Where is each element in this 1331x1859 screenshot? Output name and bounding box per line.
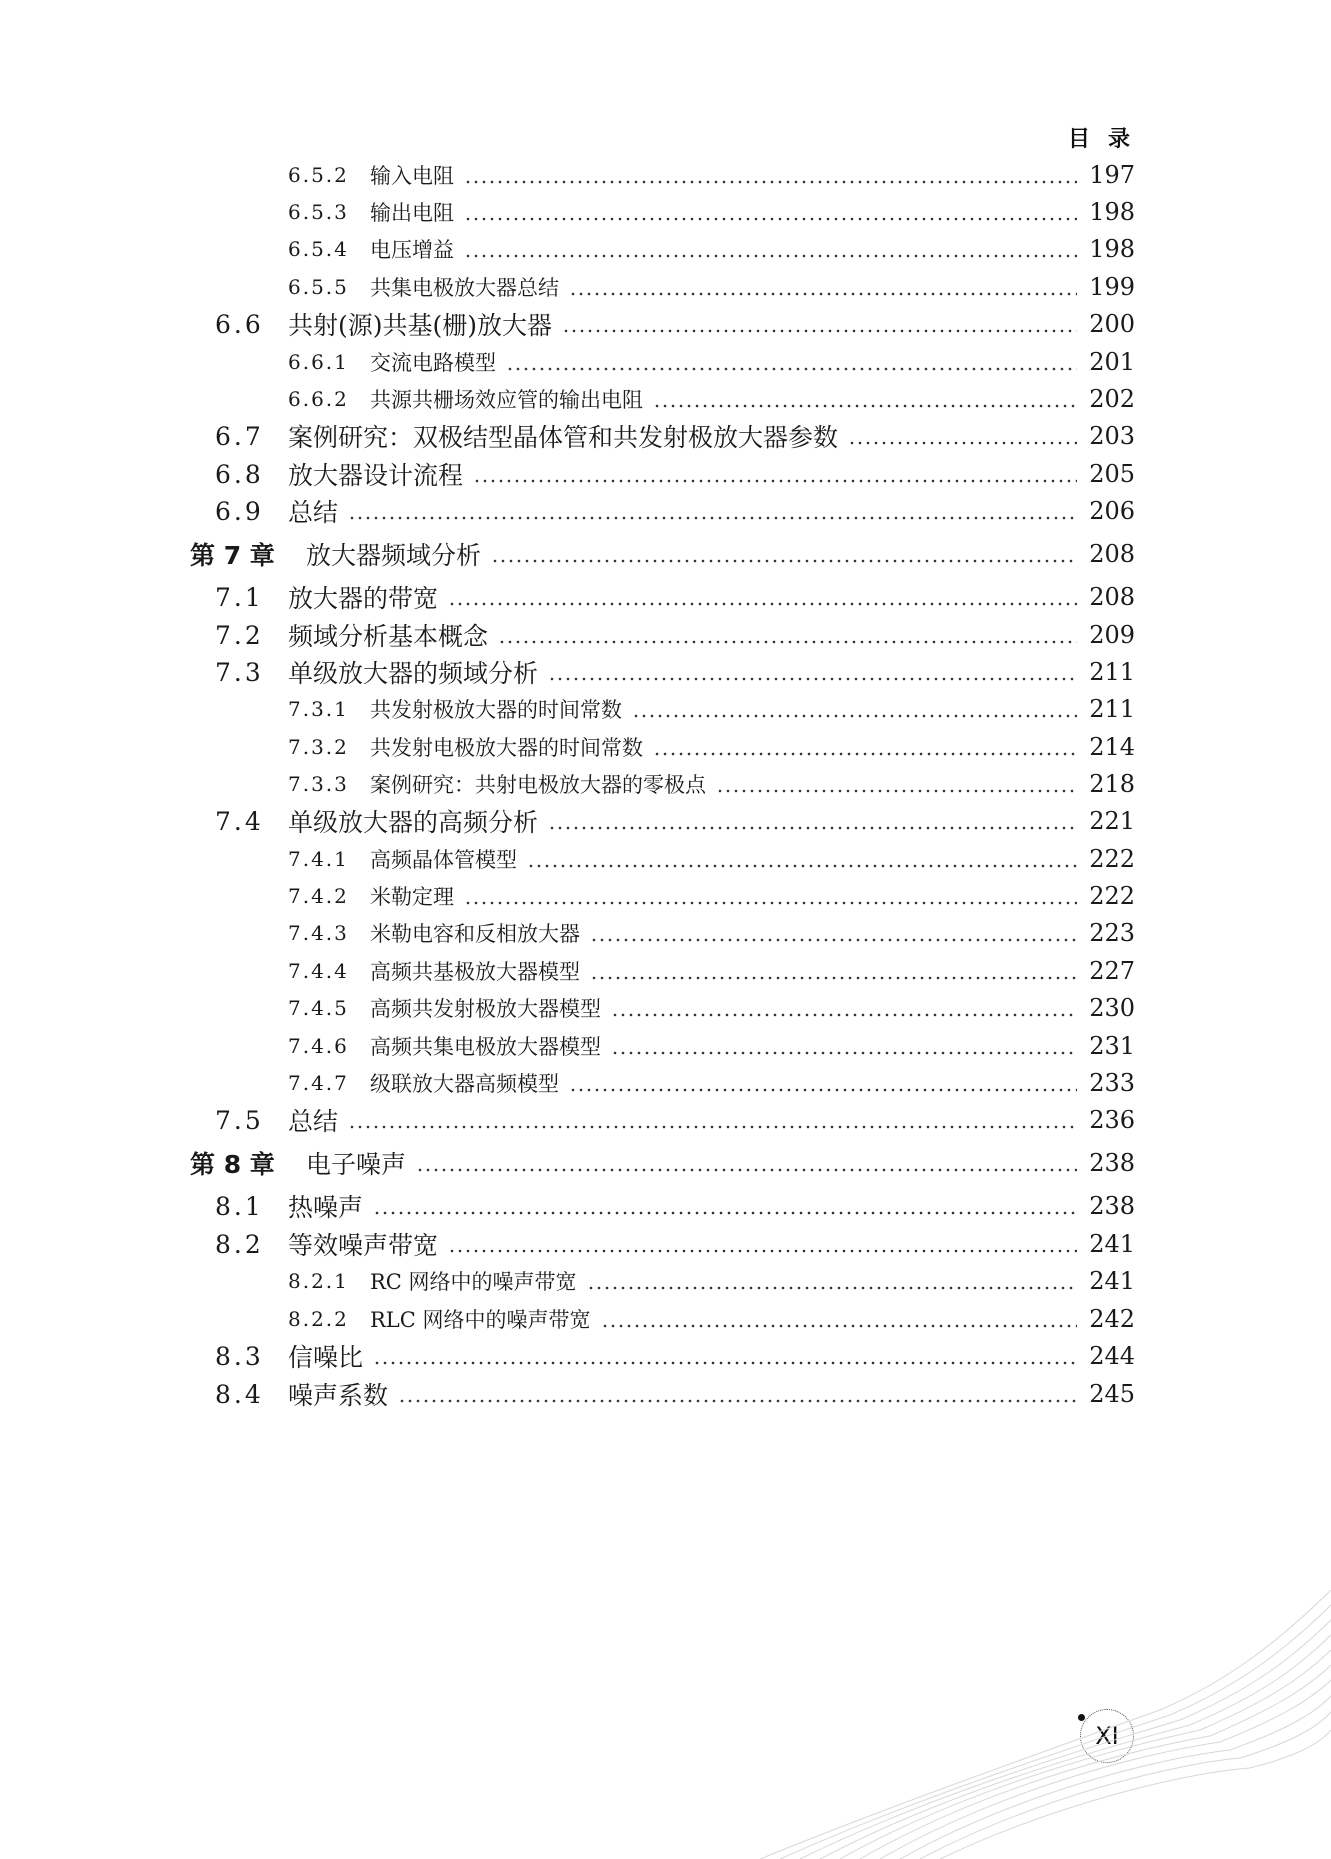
toc-entry-page: 199 <box>1089 273 1135 301</box>
toc-entry-page: 230 <box>1089 994 1135 1022</box>
toc-entry-page: 242 <box>1089 1305 1135 1333</box>
toc-entry-title: 频域分析基本概念 <box>288 622 489 651</box>
toc-entry-title: 总结 <box>288 1107 339 1136</box>
toc-entry <box>0 913 1331 953</box>
toc-entry-page: 223 <box>1089 919 1135 947</box>
toc-entry <box>0 192 1331 232</box>
toc-entry-title: 放大器频域分析 <box>306 541 482 570</box>
toc-entry-title: 单级放大器的频域分析 <box>288 659 539 688</box>
toc-leader-dots <box>601 1323 1077 1329</box>
toc-entry-title: 共射(源)共基(栅)放大器 <box>288 311 553 340</box>
toc-entry <box>0 379 1331 419</box>
toc-entry-page: 227 <box>1089 957 1135 985</box>
toc-entry-page: 221 <box>1089 807 1135 835</box>
toc-entry-title: 共源共栅场效应管的输出电阻 <box>370 388 643 412</box>
toc-entry-page: 238 <box>1089 1149 1135 1177</box>
toc-leader-dots <box>464 253 1077 259</box>
toc-entry-number: 7.3.3 <box>288 772 349 796</box>
toc-entry-title: 共发射极放大器的时间常数 <box>370 698 622 722</box>
toc-entry-title: 交流电路模型 <box>370 351 496 375</box>
toc-entry <box>0 1063 1331 1103</box>
toc-leader-dots <box>611 1012 1077 1018</box>
toc-entry-page: 205 <box>1089 460 1135 488</box>
toc-entry-title: 电子噪声 <box>306 1150 407 1179</box>
toc-entry <box>0 1224 1331 1264</box>
page-number-badge: XI <box>1080 1709 1134 1763</box>
toc-entry-title: 总结 <box>288 498 339 527</box>
toc-entry-number: 第 7 章 <box>190 541 275 570</box>
toc-entry-number: 7.4.6 <box>288 1034 349 1058</box>
toc-leader-dots <box>716 788 1077 794</box>
toc-entry-number: 7.2 <box>215 620 264 650</box>
toc-entry-number: 7.3.1 <box>288 697 349 721</box>
toc-entry-page: 241 <box>1089 1230 1135 1258</box>
toc-entry-page: 222 <box>1089 882 1135 910</box>
toc-entry-page: 244 <box>1089 1342 1135 1370</box>
toc-leader-dots <box>653 751 1077 757</box>
toc-entry-page: 214 <box>1089 733 1135 761</box>
toc-leader-dots <box>590 975 1077 981</box>
toc-entry-page: 202 <box>1089 385 1135 413</box>
toc-entry-title: 高频晶体管模型 <box>370 848 517 872</box>
toc-entry-number: 6.5.4 <box>288 237 349 261</box>
toc-leader-dots <box>562 328 1077 334</box>
toc-entry-number: 8.4 <box>215 1379 264 1409</box>
toc-leader-dots <box>611 1050 1077 1056</box>
toc-entry-number: 8.1 <box>215 1191 264 1221</box>
toc-entry-title: 案例研究：共射电极放大器的零极点 <box>370 773 706 797</box>
toc-entry-number: 6.5.3 <box>288 200 349 224</box>
toc-entry <box>0 155 1331 195</box>
toc-leader-dots <box>506 366 1077 372</box>
toc-entry-number: 7.4.2 <box>288 884 349 908</box>
toc-entry <box>0 1026 1331 1066</box>
toc-entry-number: 6.9 <box>215 496 264 526</box>
toc-entry-number: 6.7 <box>215 421 264 451</box>
toc-entry-title: 热噪声 <box>288 1193 364 1222</box>
toc-entry <box>0 1336 1331 1376</box>
toc-entry-page: 197 <box>1089 161 1135 189</box>
toc-entry <box>0 1186 1331 1226</box>
toc-entry-page: 236 <box>1089 1106 1135 1134</box>
toc-entry-title: 电压增益 <box>370 238 454 262</box>
toc-entry <box>0 534 1331 574</box>
toc-entry <box>0 801 1331 841</box>
toc-entry-page: 241 <box>1089 1267 1135 1295</box>
toc-entry-number: 8.2.1 <box>288 1269 349 1293</box>
toc-entry-number: 6.8 <box>215 459 264 489</box>
toc-entry-number: 7.4.7 <box>288 1071 349 1095</box>
toc-entry <box>0 727 1331 767</box>
toc-entry-title: 输入电阻 <box>370 164 454 188</box>
toc-entry <box>0 1143 1331 1183</box>
toc-entry <box>0 577 1331 617</box>
toc-entry <box>0 416 1331 456</box>
toc-entry-number: 7.5 <box>215 1105 264 1135</box>
toc-entry-number: 7.4.3 <box>288 921 349 945</box>
toc-leader-dots <box>473 478 1077 484</box>
toc-entry <box>0 491 1331 531</box>
toc-entry <box>0 615 1331 655</box>
toc-entry-page: 198 <box>1089 235 1135 263</box>
toc-entry-title: 放大器设计流程 <box>288 461 464 490</box>
toc-leader-dots <box>416 1167 1077 1173</box>
toc-leader-dots <box>448 601 1077 607</box>
toc-entry-number: 8.2 <box>215 1229 264 1259</box>
toc-entry <box>0 876 1331 916</box>
toc-entry <box>0 689 1331 729</box>
toc-entry-title: 信噪比 <box>288 1343 364 1372</box>
toc-entry <box>0 951 1331 991</box>
toc-entry-number: 6.6 <box>215 309 264 339</box>
toc-entry-title: 案例研究：双极结型晶体管和共发射极放大器参数 <box>288 423 839 452</box>
toc-entry <box>0 1100 1331 1140</box>
toc-entry-number: 8.2.2 <box>288 1307 349 1331</box>
toc-entry <box>0 454 1331 494</box>
toc-entry-title: 等效噪声带宽 <box>288 1231 439 1260</box>
toc-entry-page: 222 <box>1089 845 1135 873</box>
toc-leader-dots <box>348 515 1077 521</box>
toc-entry <box>0 304 1331 344</box>
toc-leader-dots <box>464 179 1077 185</box>
toc-entry-page: 203 <box>1089 422 1135 450</box>
toc-leader-dots <box>448 1248 1077 1254</box>
toc-entry-title: 米勒电容和反相放大器 <box>370 922 580 946</box>
toc-leader-dots <box>373 1360 1077 1366</box>
toc-leader-dots <box>498 639 1077 645</box>
toc-leader-dots <box>491 558 1077 564</box>
toc-entry-title: 高频共集电极放大器模型 <box>370 1035 601 1059</box>
toc-entry <box>0 229 1331 269</box>
toc-entry-number: 7.4 <box>215 806 264 836</box>
toc-entry <box>0 342 1331 382</box>
toc-entry-page: 206 <box>1089 497 1135 525</box>
toc-leader-dots <box>373 1210 1077 1216</box>
toc-entry <box>0 652 1331 692</box>
toc-entry-page: 208 <box>1089 540 1135 568</box>
toc-entry <box>0 839 1331 879</box>
toc-entry-page: 211 <box>1089 658 1135 686</box>
toc-entry-page: 200 <box>1089 310 1135 338</box>
toc-entry-number: 7.3.2 <box>288 735 349 759</box>
toc-entry-title: 级联放大器高频模型 <box>370 1072 559 1096</box>
toc-entry-number: 7.4.1 <box>288 847 349 871</box>
toc-leader-dots <box>569 1087 1077 1093</box>
toc-leader-dots <box>848 440 1077 446</box>
page-header-title: 目录 <box>1068 127 1149 152</box>
toc-entry <box>0 764 1331 804</box>
toc-entry-page: 231 <box>1089 1032 1135 1060</box>
toc-entry-page: 198 <box>1089 198 1135 226</box>
toc-leader-dots <box>348 1124 1077 1130</box>
toc-leader-dots <box>653 403 1077 409</box>
toc-leader-dots <box>587 1285 1077 1291</box>
toc-entry-number: 第 8 章 <box>190 1150 275 1179</box>
toc-entry-number: 6.5.2 <box>288 163 349 187</box>
toc-entry <box>0 1374 1331 1414</box>
toc-entry-page: 209 <box>1089 621 1135 649</box>
toc-entry-page: 201 <box>1089 348 1135 376</box>
toc-entry-page: 233 <box>1089 1069 1135 1097</box>
toc-entry-number: 7.4.4 <box>288 959 349 983</box>
toc-entry-title: 单级放大器的高频分析 <box>288 808 539 837</box>
toc-leader-dots <box>464 900 1077 906</box>
toc-entry-page: 208 <box>1089 583 1135 611</box>
toc-entry-title: 高频共发射极放大器模型 <box>370 997 601 1021</box>
toc-entry-title: 米勒定理 <box>370 885 454 909</box>
toc-entry <box>0 267 1331 307</box>
toc-entry-number: 6.6.2 <box>288 387 349 411</box>
toc-entry-page: 211 <box>1089 695 1135 723</box>
toc-entry-title: 噪声系数 <box>288 1381 389 1410</box>
toc-entry <box>0 1261 1331 1301</box>
toc-leader-dots <box>527 863 1077 869</box>
toc-leader-dots <box>548 825 1077 831</box>
toc-entry-title: 共集电极放大器总结 <box>370 276 559 300</box>
toc-entry-title: 放大器的带宽 <box>288 584 439 613</box>
toc-entry-number: 7.4.5 <box>288 996 349 1020</box>
toc-entry-title: RC 网络中的噪声带宽 <box>370 1270 577 1294</box>
toc-entry-number: 8.3 <box>215 1341 264 1371</box>
toc-leader-dots <box>632 713 1077 719</box>
toc-leader-dots <box>590 937 1077 943</box>
toc-entry-page: 238 <box>1089 1192 1135 1220</box>
toc-entry-title: 输出电阻 <box>370 201 454 225</box>
toc-entry-title: 高频共基极放大器模型 <box>370 960 580 984</box>
toc-entry <box>0 988 1331 1028</box>
toc-entry-number: 6.5.5 <box>288 275 349 299</box>
toc-leader-dots <box>398 1398 1077 1404</box>
toc-entry-page: 245 <box>1089 1380 1135 1408</box>
toc-leader-dots <box>569 291 1077 297</box>
toc-entry-number: 7.1 <box>215 582 264 612</box>
toc-leader-dots <box>548 676 1077 682</box>
toc-entry-title: RLC 网络中的噪声带宽 <box>370 1308 591 1332</box>
toc-entry-number: 6.6.1 <box>288 350 349 374</box>
toc-entry <box>0 1299 1331 1339</box>
toc-entry-page: 218 <box>1089 770 1135 798</box>
decorative-wave-graphic <box>760 1560 1331 1859</box>
toc-leader-dots <box>464 216 1077 222</box>
toc-entry-number: 7.3 <box>215 657 264 687</box>
toc-entry-title: 共发射电极放大器的时间常数 <box>370 736 643 760</box>
